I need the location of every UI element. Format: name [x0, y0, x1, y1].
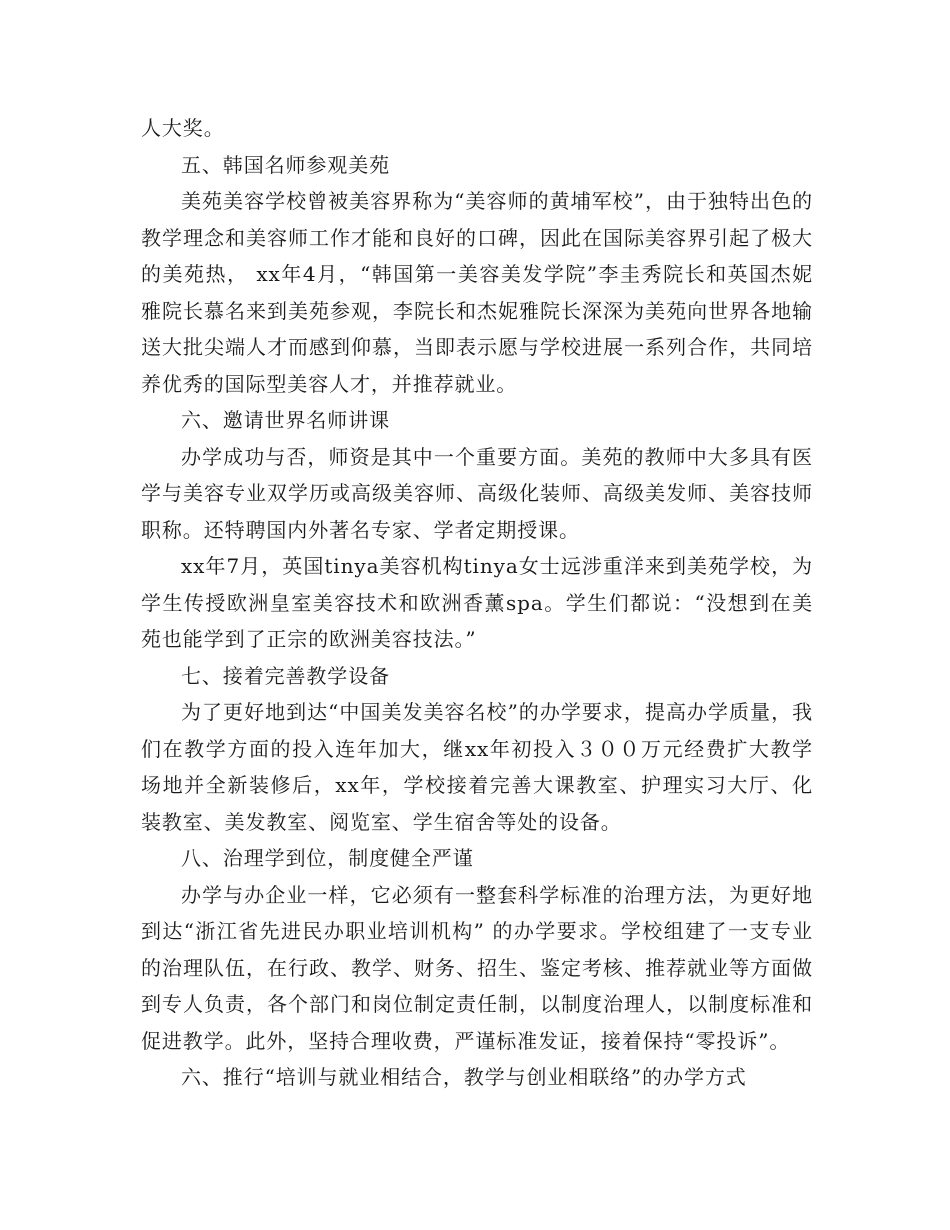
- section-heading-training-employment: 六、推行“培训与就业相结合，教学与创业相联络”的办学方式: [181, 1065, 747, 1089]
- paragraph-equipment: 为了更好地到达“中国美发美容名校”的办学要求，提高办学质量，我们在教学方面的投入连年加大，继xx年初投入３００万元经费扩大教学场地并全新装修后，xx年，学校接着完善大课教室、护理实习大厅、化装教室、美发教室、阅览室、学生宿舍等处的设备。: [141, 700, 813, 834]
- paragraph-faculty: 办学成功与否，师资是其中一个重要方面。美苑的教师中大多具有医学与美容专业双学历或高级美容师、高级化装师、高级美发师、美容技师职称。还特聘国内外著名专家、学者定期授课。: [141, 444, 813, 542]
- paragraph-korean-masters: 美苑美容学校曾被美容界称为“美容师的黄埔军校”，由于独特出色的教学理念和美容师工作才能和良好的口碑，因此在国际美容界引起了极大的美苑热， xx年4月，“韩国第一美容美发学院”李圭秀院长和英国杰妮雅院长慕名来到美苑参观，李院长和杰妮雅院长深深为美苑向世界各地输送大批尖端人才而感到仰慕，当即表示愿与学校进展一系列合作，共同培养优秀的国际型美容人才，并推荐就业。: [141, 189, 813, 396]
- document-body: [141, 110, 813, 1096]
- section-heading-invite-masters: 六、邀请世界名师讲课: [181, 408, 390, 432]
- paragraph-award-ending: 人大奖。: [141, 116, 225, 140]
- paragraph-management: 办学与办企业一样，它必须有一整套科学标准的治理方法，为更好地到达“浙江省先进民办职业培训机构” 的办学要求。学校组建了一支专业的治理队伍，在行政、教学、财务、招生、鉴定考核、推荐就业等方面做到专人负责，各个部门和岗位制定责任制，以制度治理人，以制度标准和促进教学。此外，坚持合理收费，严谨标准发证，接着保持“零投诉”。: [141, 882, 813, 1053]
- section-heading-korean-masters: 五、韩国名师参观美苑: [181, 152, 390, 177]
- paragraph-tinya-visit: xx年7月，英国tinya美容机构tinya女士远涉重洋来到美苑学校，为学生传授欧洲皇室美容技术和欧洲香薰spa。学生们都说：“没想到在美苑也能学到了正宗的欧洲美容技法。”: [141, 554, 813, 651]
- section-heading-equipment: 七、接着完善教学设备: [181, 663, 390, 688]
- section-heading-management: 八、治理学到位，制度健全严谨: [181, 846, 474, 870]
